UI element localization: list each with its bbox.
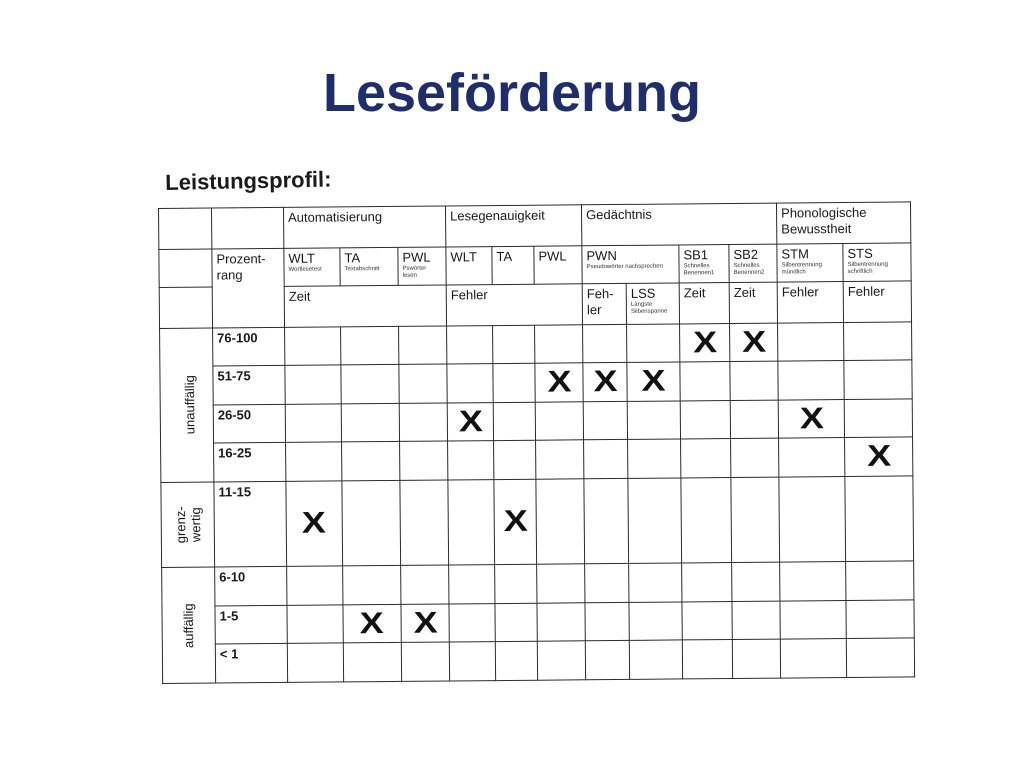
profile-subtitle: Leistungsprofil: [165,166,332,195]
row-label: 26-50 [213,404,285,443]
row-6-10 [162,561,914,606]
test-wlt-automatisierung: WLT Wortlesetest [284,248,340,287]
x-mark: X [692,325,717,359]
sb2-unit: Zeit [729,282,777,323]
row-16-25 [161,437,913,482]
row-label: 11-15 [214,481,287,567]
x-mark: X [458,404,483,439]
test-sb1: SB1 Schnelles Benennen1 [679,244,729,283]
row-76-100 [160,322,912,367]
sts-unit: Fehler [843,281,911,322]
x-mark: X [412,606,438,640]
empty-cell [159,249,212,288]
test-ta-lesegenauigkeit: TA [492,246,534,285]
test-header-row [159,243,911,288]
row-26-50 [160,399,912,444]
x-mark: X [741,325,766,359]
empty-cell [159,287,212,328]
row-label: < 1 [215,644,287,683]
test-stm: STM Silbentrennung mündlich [777,243,843,282]
x-mark: X [359,606,385,640]
x-mark: X [641,364,666,398]
test-sts: STS Silbentrennung schriftlich [843,243,911,282]
row-label: 6-10 [215,567,287,606]
stm-unit: Fehler [777,282,843,323]
row-51-75 [160,360,912,405]
row-11-15 [161,476,914,568]
row-label: 51-75 [213,366,285,405]
x-mark: X [592,365,618,399]
row-less-than-1 [162,638,914,683]
prozentrang-label: Prozent-rang [212,248,285,328]
lss-label: LSS Längste Silbenspanne [626,283,679,324]
x-mark: X [546,365,572,399]
unit-fehler: Fehler [446,284,582,326]
group-header-row [159,202,911,249]
sb1-unit: Zeit [679,283,729,324]
unit-zeit: Zeit [284,285,446,327]
pwn-fehler-label: Feh-ler [582,284,626,325]
test-pwn: PWN Pseudowörter nachsprechen [582,245,679,284]
category-grenzwertig: grenz- wertig [161,482,215,568]
group-gedaechtnis: Gedächtnis [582,203,777,245]
test-wlt-lesegenauigkeit: WLT [446,246,492,285]
slide-title: Leseförderung [322,63,702,123]
group-lesegenauigkeit: Lesegenauigkeit [446,205,582,247]
row-label: 1-5 [215,605,287,644]
corner-cell [212,207,284,248]
category-auffaellig: auffällig [162,567,216,683]
x-mark: X [866,439,891,474]
profile-table [158,201,915,684]
x-mark: X [799,401,824,436]
group-automatisierung: Automatisierung [283,206,445,248]
test-pwl-lesegenauigkeit: PWL [534,245,582,284]
row-label: 16-25 [214,443,286,482]
test-sb2: SB2 Schnelles Benennen2 [729,244,777,283]
category-unauffaellig: unauffällig [160,328,214,483]
corner-cell [159,208,212,249]
test-ta-automatisierung: TA Textabschnitt [340,247,398,286]
row-1-5 [162,600,914,645]
test-pwl-automatisierung: PWL Pswörter lesen [398,247,446,286]
row-label: 76-100 [213,327,285,366]
x-mark: X [503,504,528,539]
group-phonologische-bewusstheit: Phonologische Bewusstheit [777,202,911,244]
performance-profile-sheet [158,201,914,684]
x-mark: X [302,506,327,540]
